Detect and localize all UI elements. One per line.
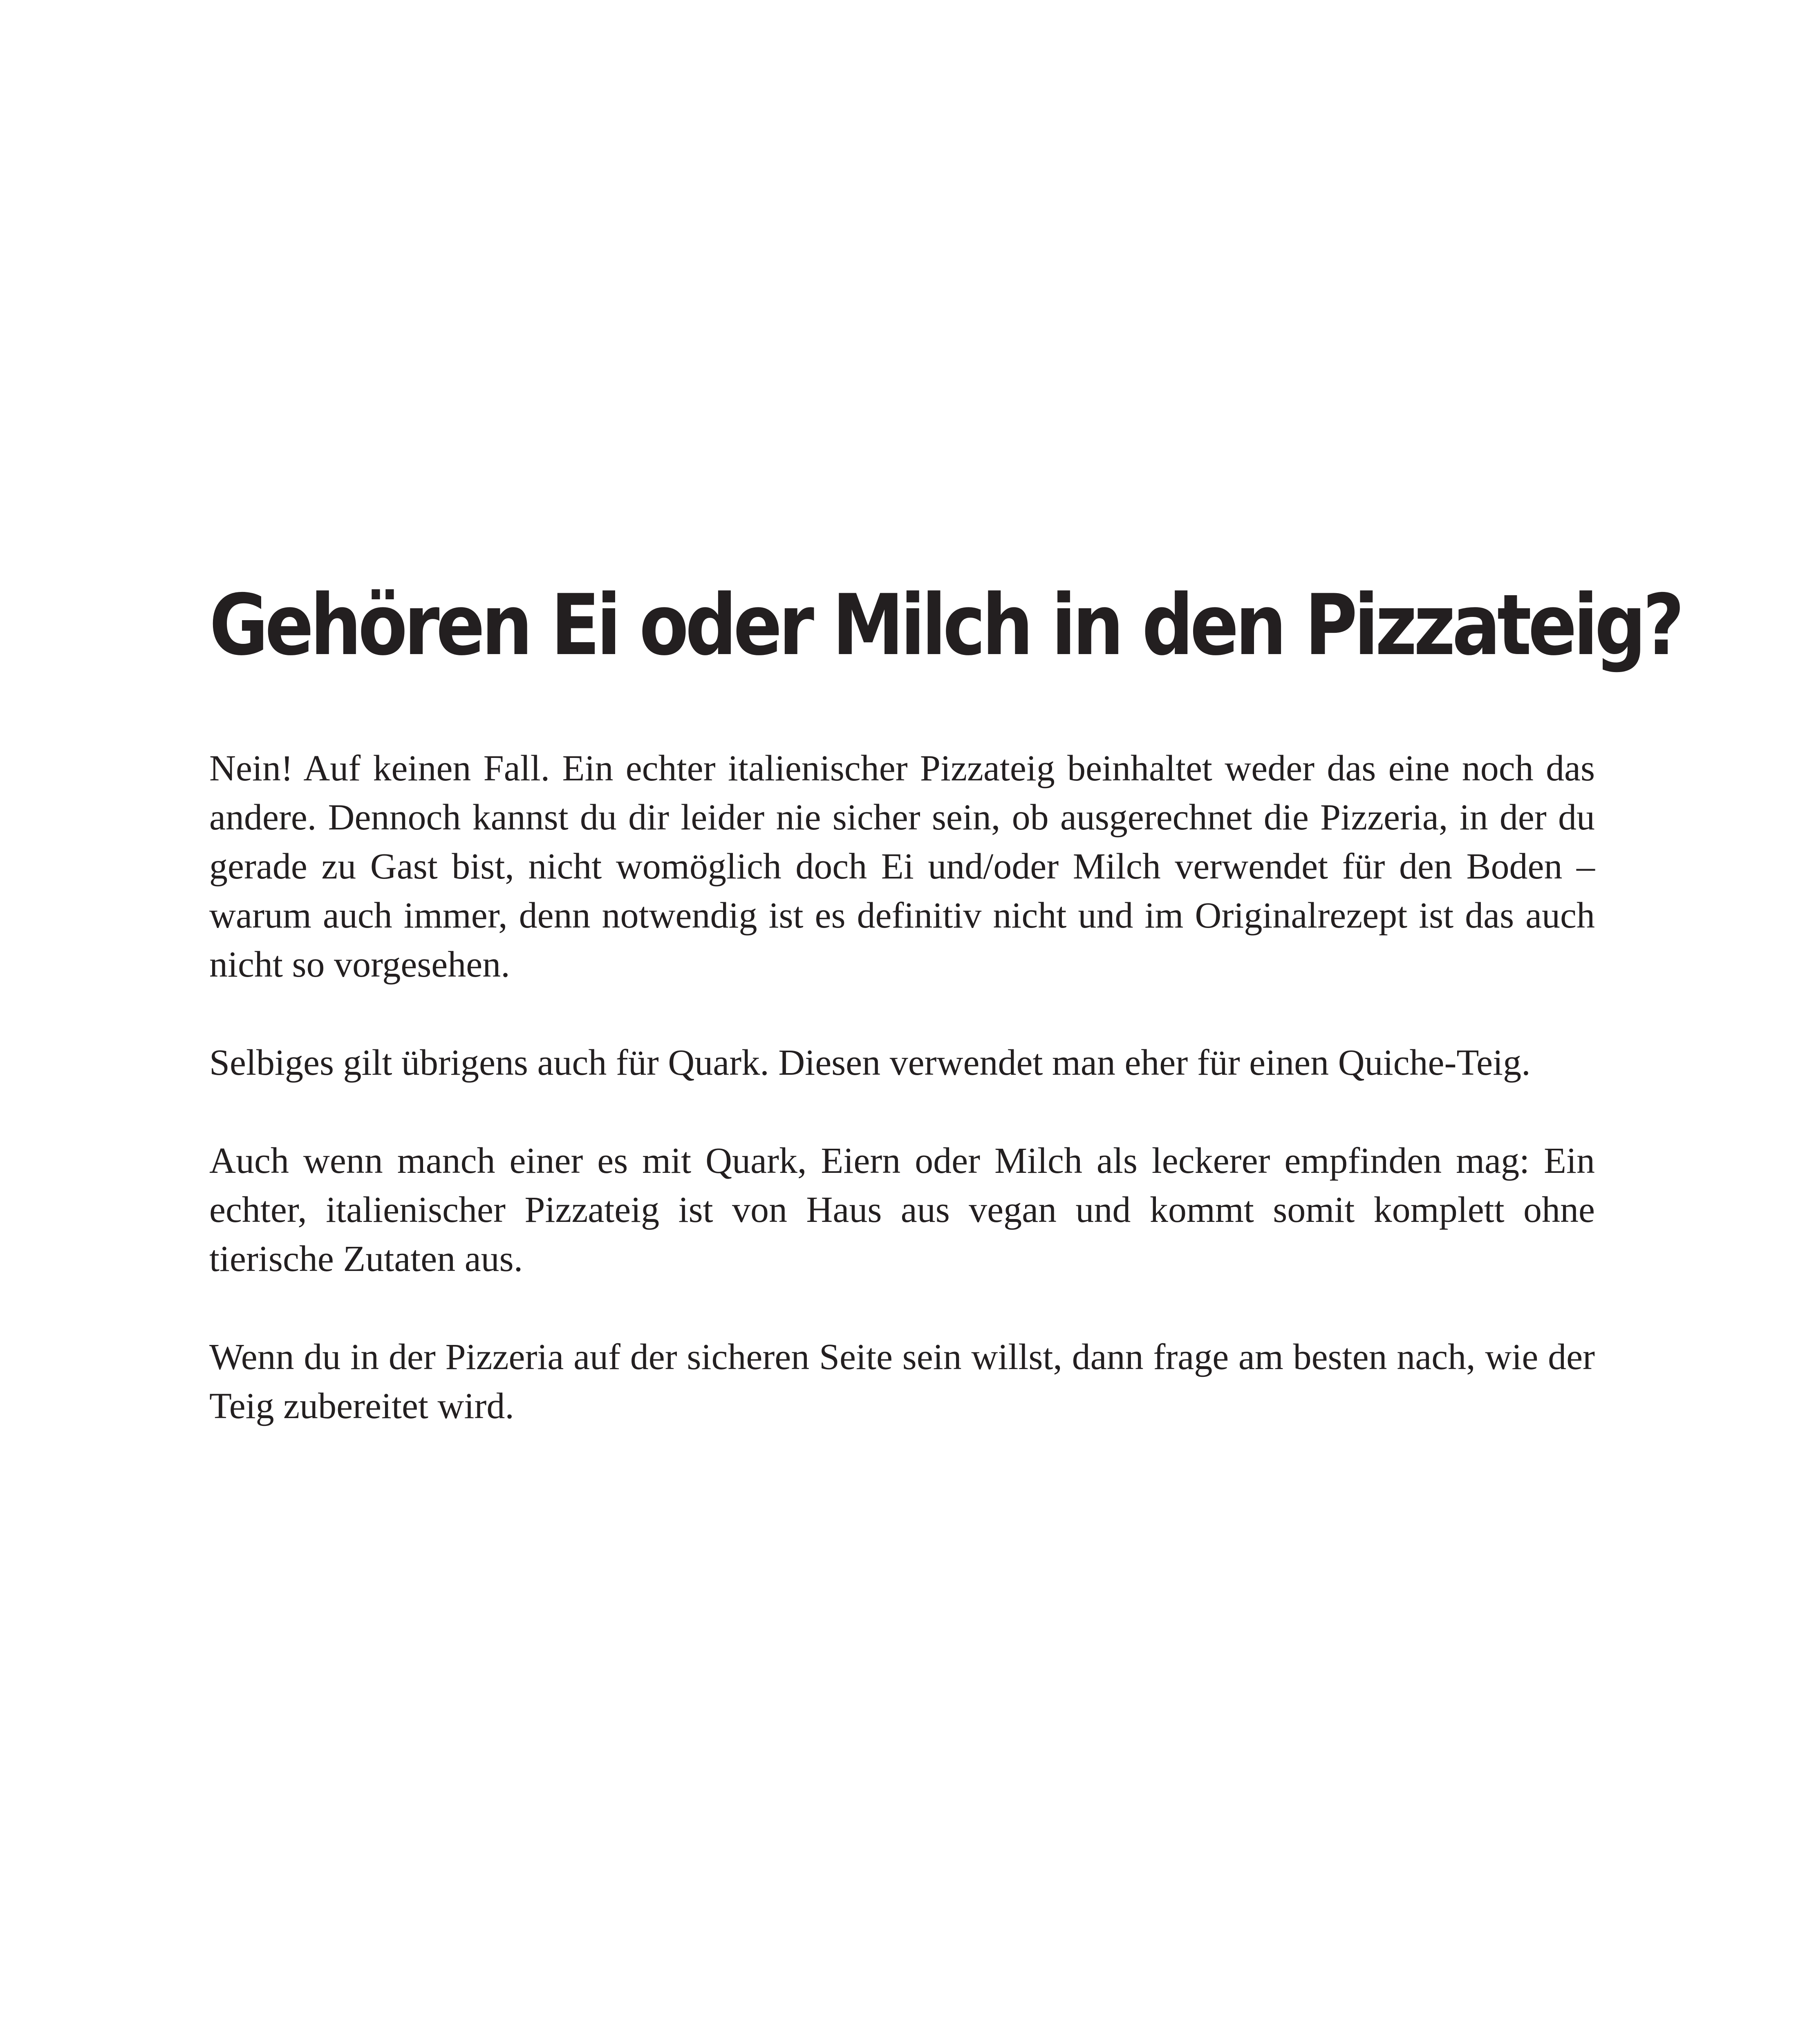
paragraph-intro: Nein! Auf keinen Fall. Ein echter italienischer Pizzateig beinhaltet weder das eine noch das andere. Dennoch kannst du dir leider nie sicher sein, ob ausgerechnet die Pizzeria, in der du gerade zu Gast bist, nicht womöglich doch Ei und/oder Milch verwendet für den Boden – warum auch immer, denn notwendig ist es definitiv nicht und im Originalrezept ist das auch nicht so vorgesehen. (209, 748, 1595, 985)
paragraph-quark: Selbiges gilt übrigens auch für Quark. Diesen verwendet man eher für einen Quiche-Teig. (209, 1042, 1531, 1083)
page-title: Gehören Ei oder Milch in den Pizzateig? (209, 577, 1681, 674)
paragraph-vegan: Auch wenn manch einer es mit Quark, Eiern oder Milch als leckerer empfinden mag: Ein echter, italienischer Pizzateig ist von Haus aus vegan und kommt somit komplett ohne tierische Zutaten aus. (209, 1141, 1595, 1279)
body-text (209, 744, 1595, 1480)
paragraph-ask: Wenn du in der Pizzeria auf der sicheren Seite sein willst, dann frage am besten nach, wie der Teig zubereitet wird. (209, 1337, 1595, 1426)
